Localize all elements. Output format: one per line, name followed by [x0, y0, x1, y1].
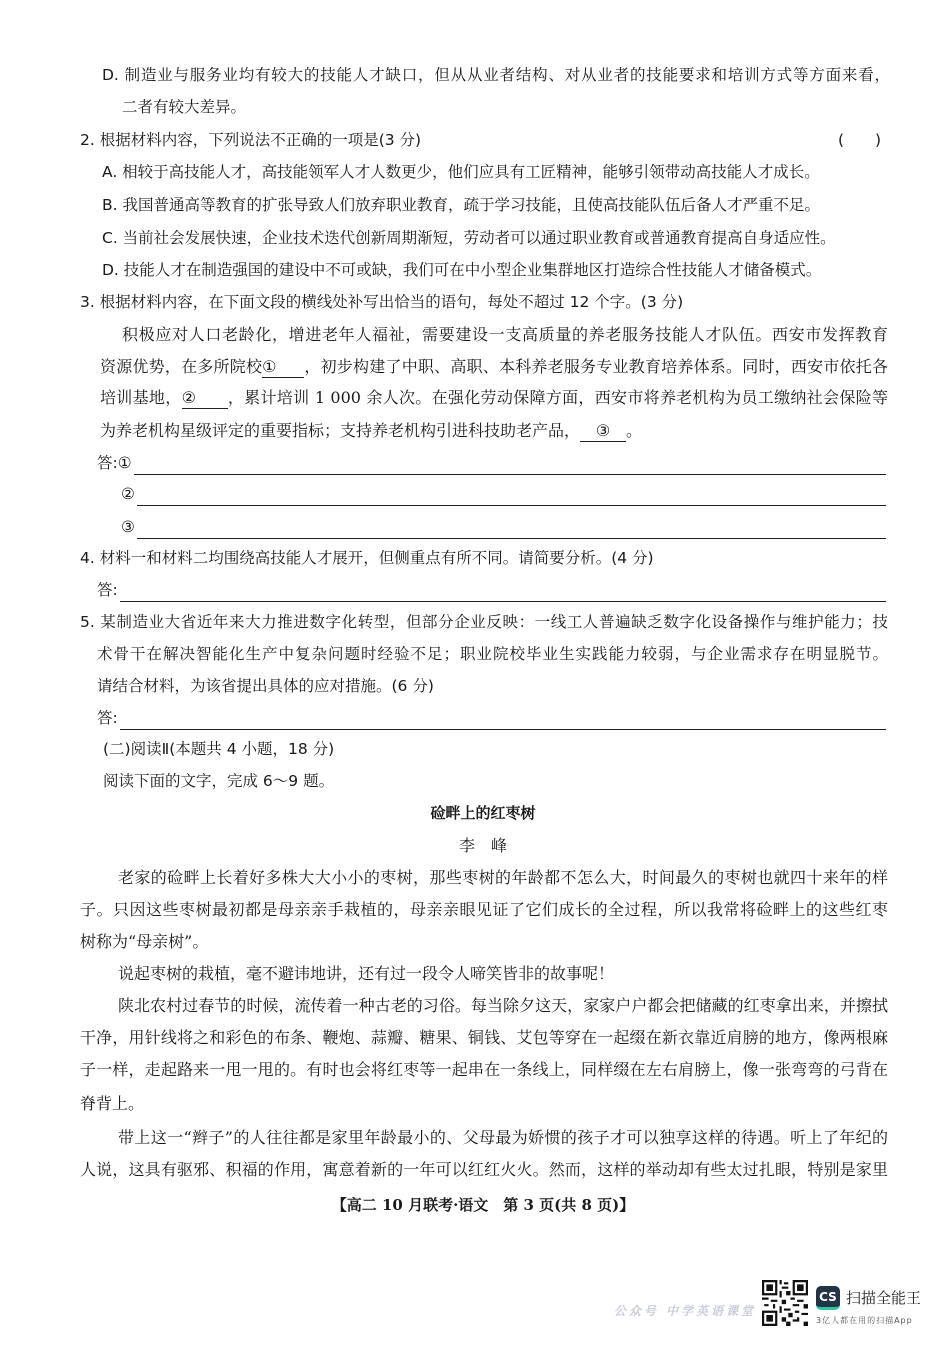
- q4-stem: 4. 材料一和材料二均围绕高技能人才展开，但侧重点有所不同。请简要分析。(4 分): [80, 549, 654, 567]
- watermark: 公众号 中学英语课堂: [613, 1304, 756, 1318]
- answer-input-line[interactable]: [137, 520, 886, 539]
- section-instruction: 阅读下面的文字，完成 6～9 题。: [103, 772, 335, 790]
- q3-answer-line-2[interactable]: [121, 482, 886, 506]
- q5-stem-line2: 术骨干在解决智能化生产中复杂问题时经验不足；职业院校毕业生实践能力较弱，与企业需求存在明显脱节。: [97, 645, 888, 663]
- q3-text: 。: [626, 421, 643, 440]
- story-line: 干净，用针线将之和彩色的布条、鞭炮、蒜瓣、糖果、铜钱、艾包等穿在一起缀在新衣靠近肩膀的地方，像两根麻: [80, 1028, 888, 1047]
- story-line: 树称为“母亲树”。: [80, 932, 209, 951]
- q3-text: ，初步构建了中职、高职、本科养老服务专业教育培养体系。同时，西安市依托各: [304, 357, 888, 376]
- answer-number: ③: [121, 518, 135, 536]
- fill-blank-3: ③: [580, 421, 626, 442]
- q3-passage-line4: [100, 419, 642, 443]
- camscanner-tagline: 3亿人都在用的扫描App: [816, 1316, 913, 1325]
- q3-answer-line-1[interactable]: [97, 451, 886, 475]
- qr-code-icon: [762, 1280, 808, 1326]
- q2-option-b: B. 我国普通高等教育的扩张导致人们放弃职业教育，疏于学习技能，且使高技能队伍后备人才严重不足。: [102, 196, 820, 214]
- q3-text: 资源优势，在多所院校: [100, 357, 263, 376]
- answer-number: ①: [117, 454, 132, 472]
- q3-passage-line2: [100, 355, 888, 379]
- q3-text: ，累计培训 1 000 余人次。在强化劳动保障方面，西安市将养老机构为员工缴纳社会保险等: [227, 388, 888, 407]
- q3-passage-line3: [100, 386, 888, 410]
- page-footer: 【高二 10 月联考·语文 第 3 页(共 8 页)】: [331, 1196, 635, 1214]
- story-line: 带上这一“辫子”的人往往都是家里年龄最小的、父母最为娇惯的孩子才可以独享这样的待遇。听上了年纪的: [118, 1128, 888, 1147]
- answer-number: ②: [121, 485, 135, 503]
- q3-passage-line1: 积极应对人口老龄化，增进老年人福祉，需要建设一支高质量的养老服务技能人才队伍。西安市发挥教育: [122, 325, 888, 344]
- camscanner-logo: CS: [816, 1286, 840, 1310]
- q3-answer-line-3[interactable]: [121, 515, 886, 539]
- answer-label: 答:: [97, 454, 118, 472]
- story-line: 老家的硷畔上长着好多株大大小小的枣树，那些枣树的年龄都不怎么大，时间最久的枣树也就四十来年的样: [118, 868, 888, 887]
- q3-stem: 3. 根据材料内容，在下面文段的横线处补写出恰当的语句，每处不超过 12 个字。(3 分): [80, 293, 684, 311]
- q2-option-d: D. 技能人才在制造强国的建设中不可或缺，我们可在中小型企业集群地区打造综合性技能人才储备模式。: [102, 261, 822, 279]
- q5-answer-line[interactable]: [97, 706, 886, 730]
- q5-stem-line1: 5. 某制造业大省近年来大力推进数字化转型，但部分企业反映：一线工人普遍缺乏数字化设备操作与维护能力；技: [80, 613, 888, 631]
- answer-input-line[interactable]: [137, 487, 886, 506]
- q2-option-c: C. 当前社会发展快速，企业技术迭代创新周期渐短，劳动者可以通过职业教育或普通教育提高自身适应性。: [102, 229, 836, 247]
- answer-label: 答:: [97, 709, 118, 727]
- fill-blank-1: ①: [262, 357, 304, 378]
- answer-label: 答:: [97, 581, 118, 599]
- story-line: 子一样，走起路来一甩一甩的。有时也会将红枣等一起串在一条线上，同样缀在左右肩膀上，像一张弯弯的弓背在: [80, 1060, 888, 1079]
- q1-option-d-line1: D. 制造业与服务业均有较大的技能人才缺口，但从从业者结构、对从业者的技能要求和培训方式等方面来看，: [102, 66, 890, 84]
- answer-input-line[interactable]: [134, 456, 886, 475]
- q2-stem: 2. 根据材料内容，下列说法不正确的一项是(3 分): [80, 131, 422, 149]
- answer-input-line[interactable]: [120, 583, 886, 602]
- story-line: 脊背上。: [80, 1094, 145, 1113]
- answer-input-line[interactable]: [120, 711, 886, 730]
- q1-option-d-line2: 二者有较大差异。: [122, 98, 247, 116]
- story-line: 陕北农村过春节的时候，流传着一种古老的习俗。每当除夕这天，家家户户都会把储藏的红枣拿出来，并擦拭: [118, 996, 888, 1015]
- q2-option-a: A. 相较于高技能人才，高技能领军人才人数更少，他们应具有工匠精神，能够引领带动高技能人才成长。: [102, 163, 820, 181]
- story-line: 人说，这具有驱邪、积福的作用，寓意着新的一年可以红红火火。然而，这样的举动却有些太过扎眼，特别是家里: [80, 1160, 888, 1179]
- story-title: 硷畔上的红枣树: [430, 804, 536, 822]
- camscanner-name: 扫描全能王: [846, 1289, 922, 1307]
- q3-text: 为养老机构星级评定的重要指标；支持养老机构引进科技助老产品，: [100, 421, 581, 440]
- q3-text: 培训基地，: [100, 388, 182, 407]
- story-line: 子。只因这些枣树最初都是母亲亲手栽植的，母亲亲眼见证了它们成长的全过程，所以我常将硷畔上的这些红枣: [80, 900, 888, 919]
- story-line: 说起枣树的栽植，毫不避讳地讲，还有过一段令人啼笑皆非的故事呢！: [118, 964, 615, 983]
- fill-blank-2: ②: [182, 388, 228, 409]
- q4-answer-line[interactable]: [97, 578, 886, 602]
- q5-stem-line3: 请结合材料，为该省提出具体的应对措施。(6 分): [97, 677, 434, 695]
- q2-answer-bracket: ( ): [838, 131, 882, 149]
- story-author: 李 峰: [458, 836, 507, 855]
- section-heading: (二)阅读Ⅱ(本题共 4 小题，18 分): [103, 740, 335, 758]
